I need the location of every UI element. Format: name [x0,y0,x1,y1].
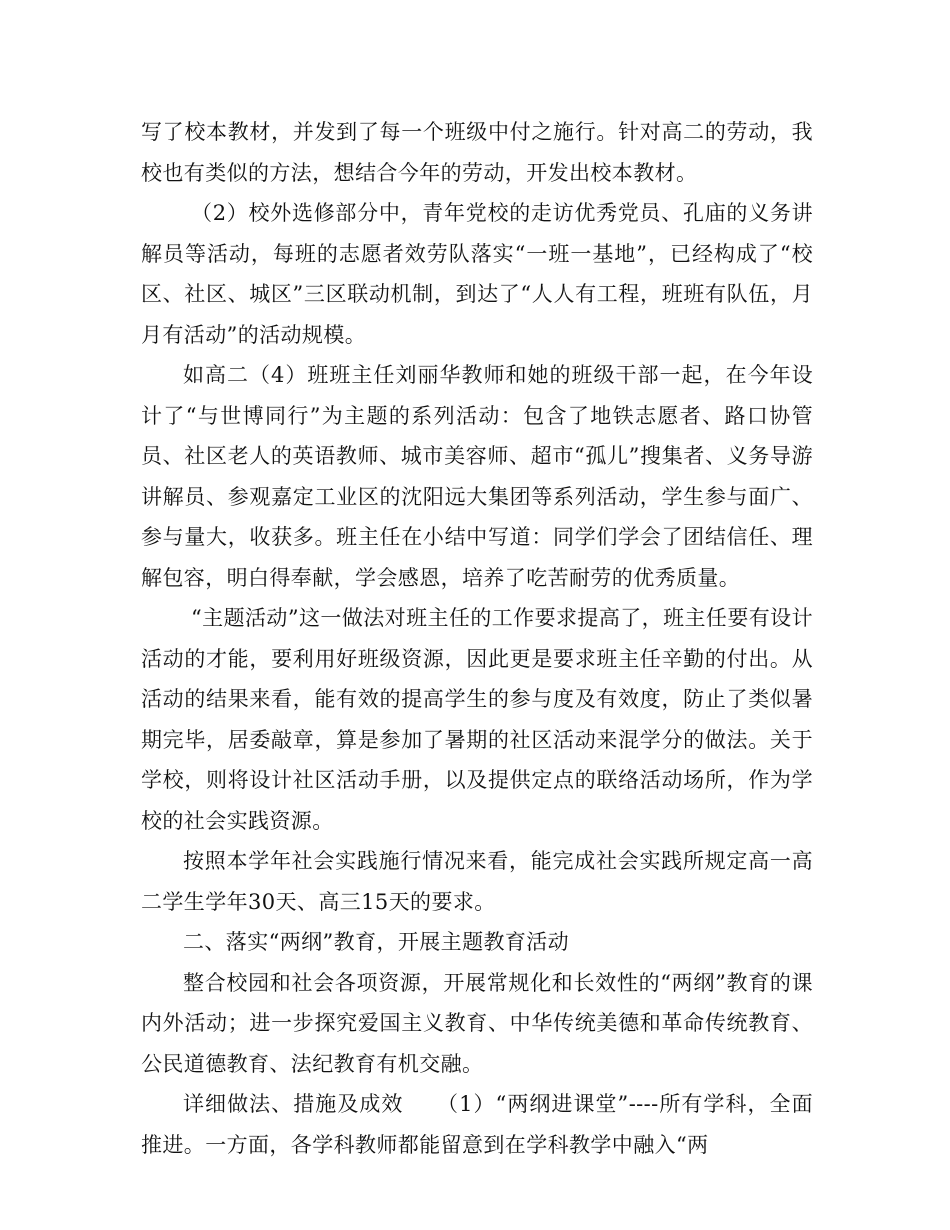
paragraph-1: 写了校本教材，并发到了每一个班级中付之施行。针对高二的劳动，我校也有类似的方法，想结合今年的劳动，开发出校本教材。 [141,120,813,185]
section-heading: 二、落实“两纲”教育，开展主题教育活动 [183,930,570,954]
paragraph-4: “主题活动”这一做法对班主任的工作要求提高了，班主任要有设计活动的才能，要利用好班级资源，因此更是要求班主任辛勤的付出。从活动的结果来看，能有效的提高学生的参与度及有效度，防止了类似暑期完毕，居委敲章，算是参加了暑期的社区活动来混学分的做法。关于学校，则将设计社区活动手册，以及提供定点的联络活动场所，作为学校的社会实践资源。 [141,606,813,833]
paragraph-2: （2）校外选修部分中，青年党校的走访优秀党员、孔庙的义务讲解员等活动，每班的志愿者效劳队落实“一班一基地”，已经构成了“校区、社区、城区”三区联动机制，到达了“人人有工程，班班有队伍，月月有活动”的活动规模。 [141,201,813,347]
paragraph-3: 如高二（4）班班主任刘丽华教师和她的班级干部一起，在今年设计了“与世博同行”为主题的系列活动：包含了地铁志愿者、路口协管员、社区老人的英语教师、城市美容师、超市“孤儿”搜集者、义务导游讲解员、参观嘉定工业区的沈阳远大集团等系列活动，学生参与面广、参与量大，收获多。班主任在小结中写道：同学们学会了团结信任、理解包容，明白得奉献，学会感恩，培养了吃苦耐劳的优秀质量。 [141,363,813,590]
paragraph-7: 详细做法、措施及成效 （1）“两纲进课堂”----所有学科，全面推进。一方面，各学科教师都能留意到在学科教学中融入“两 [141,1092,813,1157]
paragraph-5: 按照本学年社会实践施行情况来看，能完成社会实践所规定高一高二学生学年30天、高三15天的要求。 [141,849,813,914]
document-body [141,112,813,1165]
paragraph-6: 整合校园和社会各项资源，开展常规化和长效性的“两纲”教育的课内外活动；进一步探究爱国主义教育、中华传统美德和革命传统教育、公民道德教育、法纪教育有机交融。 [141,970,813,1076]
